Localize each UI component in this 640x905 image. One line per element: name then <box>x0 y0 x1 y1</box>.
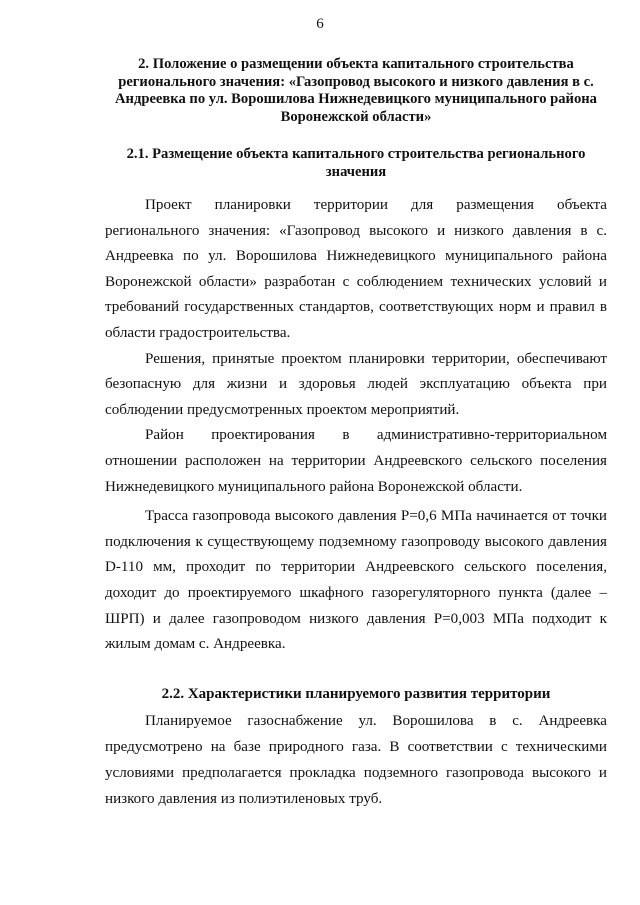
section-2-1-body <box>105 193 607 658</box>
paragraph: Район проектирования в административно-территориальном отношении расположен на территории Андреевского сельского поселения Нижнедевицкого муниципального района Воронежской области. <box>105 427 607 495</box>
subsection-title-2-1: 2.1. Размещение объекта капитального строительства регионального значения <box>126 146 586 180</box>
paragraph: Проект планировки территории для размещения объекта регионального значения: «Газопровод высокого и низкого давления в с. Андреевка по ул. Ворошилова Нижнедевицкого муниципального района Воронежской области» разработан с соблюдением технических условий и требований государственных стандартов, соответствующих норм и правил в области градостроительства. <box>105 197 607 341</box>
page-number: 6 <box>316 16 324 32</box>
paragraph: Планируемое газоснабжение ул. Ворошилова в с. Андреевка предусмотрено на базе природного газа. В соответствии с техническими условиями предполагается прокладка подземного газопровода высокого и низкого давления из полиэтиленовых труб. <box>105 713 607 807</box>
paragraph: Трасса газопровода высокого давления P=0,6 МПа начинается от точки подключения к существующему подземному газопроводу высокого давления D-110 мм, проходит по территории Андреевского сельского поселения, доходит до проектируемого шкафного газорегуляторного пункта (далее – ШРП) и далее газопроводом низкого давления P=0,003 МПа подходит к жилым домам с. Андреевка. <box>105 508 607 653</box>
paragraph: Решения, принятые проектом планировки территории, обеспечивают безопасную для жизни и здоровья людей эксплуатацию объекта при соблюдении предусмотренных проектом мероприятий. <box>105 350 607 418</box>
section-title: 2. Положение о размещении объекта капитального строительства регионального значения: «Газопровод высокого и низкого давления в с. Андреевка по ул. Ворошилова Нижнедевицкого муниципального района Воронежской области» <box>115 56 597 125</box>
section-2-2-body <box>105 708 607 812</box>
subsection-title-2-2: 2.2. Характеристики планируемого развития территории <box>161 686 551 702</box>
